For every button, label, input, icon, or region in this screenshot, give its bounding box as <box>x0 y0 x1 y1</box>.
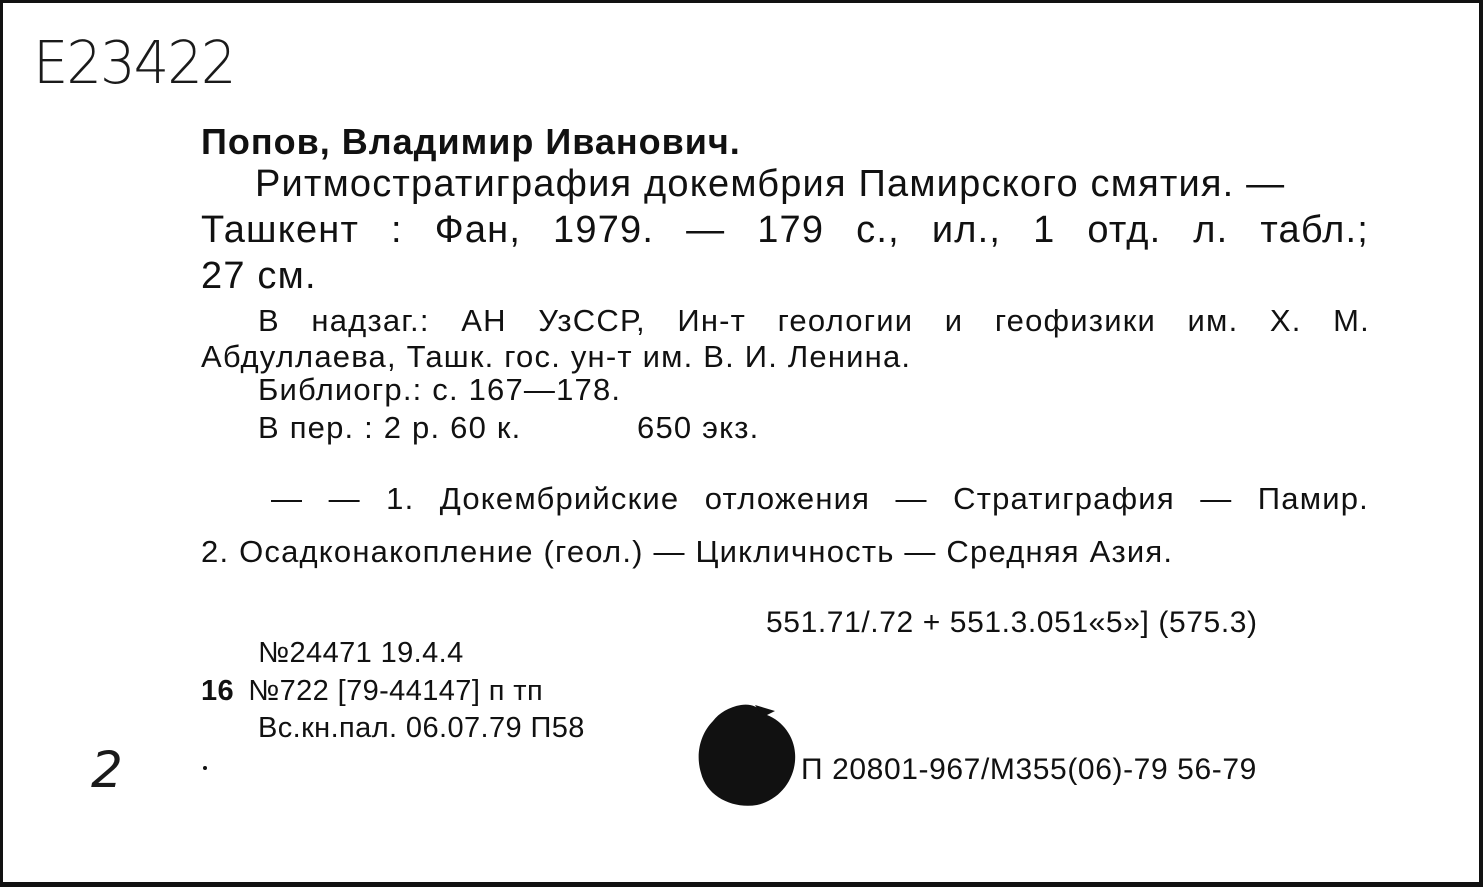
handwritten-copy-mark: 2 <box>91 741 123 799</box>
handwritten-card-number: E23422 <box>33 29 235 98</box>
order-line <box>201 675 543 708</box>
bibliography-note: Библиогр.: с. 167—178. <box>258 372 622 407</box>
order-number: №722 [79-44147] п тп <box>248 675 544 707</box>
book-chamber-line: Вс.кн.пал. 06.07.79 П58 <box>258 712 585 744</box>
author-heading: Попов, Владимир Иванович. <box>201 121 741 162</box>
ink-blot <box>697 703 797 807</box>
subject-heading-line-2: 2. Осадконакопление (геол.) — Цикличность — Средняя Азия. <box>201 534 1174 569</box>
title-line-3: 27 см. <box>201 255 317 297</box>
price-note: В пер. : 2 р. 60 к. <box>258 410 522 445</box>
ink-dot <box>203 766 207 770</box>
order-prefix: 16 <box>201 675 235 707</box>
subject-heading-line-1: — — 1. Докембрийские отложения — Стратиграфия — Памир. <box>271 481 1369 516</box>
title-line-1: Ритмостратиграфия докембрия Памирского смятия. — <box>255 163 1286 205</box>
title-line-2: Ташкент : Фан, 1979. — 179 с., ил., 1 отд. л. табл.; <box>201 209 1369 251</box>
registration-number: №24471 19.4.4 <box>258 637 464 669</box>
udc-classification: 551.71/.72 + 551.3.051«5»] (575.3) <box>766 606 1258 639</box>
index-line: П 20801-967/М355(06)-79 56-79 <box>801 753 1257 786</box>
note-line-2: Абдуллаева, Ташк. гос. ун-т им. В. И. Ленина. <box>201 339 912 374</box>
print-run: 650 экз. <box>637 410 760 445</box>
ink-blot-shape <box>699 705 796 806</box>
note-line-1: В надзаг.: АН УзССР, Ин-т геологии и геофизики им. Х. М. <box>258 303 1370 338</box>
